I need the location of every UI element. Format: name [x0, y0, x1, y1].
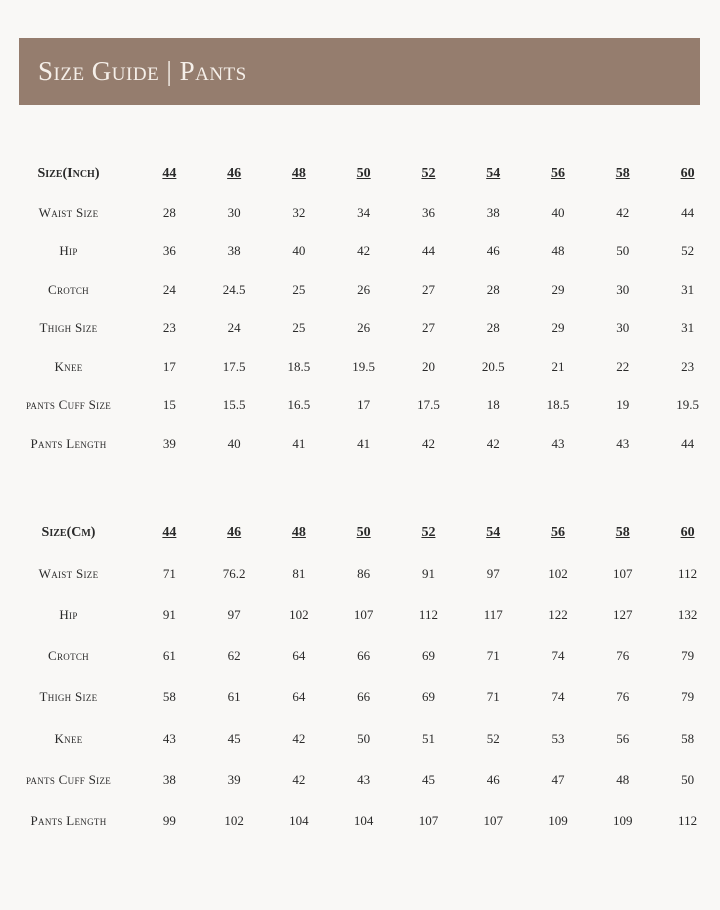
measurement-value: 17.5	[417, 397, 440, 413]
measurement-value: 23	[681, 358, 695, 374]
measurement-value: 102	[289, 606, 309, 622]
measurement-value: 27	[421, 281, 435, 297]
measurement-value: 25	[292, 320, 306, 336]
size-column-header: 48	[291, 166, 306, 182]
table-header-row	[0, 512, 720, 553]
measurement-value: 28	[486, 320, 500, 336]
measurement-value: 53	[551, 730, 565, 746]
measurement-value: 34	[357, 204, 371, 220]
size-column-header: 52	[421, 524, 436, 540]
measurement-value: 48	[616, 771, 630, 787]
measurement-value: 64	[292, 648, 306, 664]
measurement-value: 40	[227, 435, 241, 451]
measurement-value: 58	[162, 689, 176, 705]
measurement-value: 36	[162, 243, 176, 259]
measurement-label: pants Cuff Size	[25, 397, 112, 413]
measurement-value: 42	[616, 204, 630, 220]
measurement-value: 18.5	[546, 397, 570, 413]
size-column-header: 56	[550, 166, 565, 182]
measurement-value: 117	[483, 606, 503, 622]
table-row	[0, 348, 720, 387]
measurement-label: Crotch	[48, 281, 89, 297]
measurement-value: 76.2	[222, 565, 246, 581]
measurement-label: Waist Size	[38, 565, 99, 581]
measurement-value: 132	[677, 606, 698, 622]
measurement-value: 58	[681, 730, 695, 746]
size-column-header: 58	[615, 524, 630, 540]
measurement-value: 112	[418, 606, 438, 622]
measurement-value: 42	[292, 730, 306, 746]
measurement-value: 24.5	[222, 281, 246, 297]
measurement-value: 71	[162, 565, 176, 581]
measurement-value: 62	[227, 648, 241, 664]
measurement-value: 32	[292, 204, 306, 220]
measurement-value: 39	[227, 771, 241, 787]
measurement-value: 76	[616, 689, 630, 705]
table-row	[0, 636, 720, 677]
measurement-value: 43	[162, 730, 176, 746]
size-column-header: 46	[227, 166, 242, 182]
size-column-header: 50	[356, 524, 371, 540]
measurement-value: 102	[224, 812, 244, 828]
measurement-value: 40	[551, 204, 565, 220]
measurement-value: 18.5	[287, 358, 311, 374]
size-column-header: 60	[680, 166, 695, 182]
measurement-value: 28	[486, 281, 500, 297]
measurement-label: pants Cuff Size	[25, 771, 112, 787]
measurement-value: 31	[681, 281, 695, 297]
measurement-value: 81	[292, 565, 306, 581]
measurement-value: 38	[162, 771, 176, 787]
size-column-header: 58	[615, 166, 630, 182]
size-table-inch	[0, 155, 720, 463]
measurement-value: 51	[421, 730, 435, 746]
measurement-value: 45	[421, 771, 435, 787]
size-column-header: 44	[162, 166, 177, 182]
table-row	[0, 677, 720, 718]
measurement-value: 41	[292, 435, 306, 451]
measurement-label: Waist Size	[38, 204, 99, 220]
measurement-value: 15.5	[222, 397, 246, 413]
measurement-value: 18	[486, 397, 500, 413]
size-column-header: 60	[680, 524, 695, 540]
page-title: Size Guide | Pants	[38, 56, 247, 86]
measurement-value: 28	[162, 204, 176, 220]
measurement-value: 104	[353, 812, 374, 828]
size-column-header: 56	[550, 524, 565, 540]
table-row	[0, 232, 720, 271]
measurement-value: 112	[678, 565, 698, 581]
measurement-value: 38	[486, 204, 500, 220]
measurement-label: Knee	[54, 358, 83, 374]
measurement-value: 39	[162, 435, 176, 451]
measurement-value: 66	[357, 648, 371, 664]
measurement-label: Thigh Size	[39, 320, 98, 336]
measurement-value: 21	[551, 358, 565, 374]
size-column-header: 54	[486, 524, 501, 540]
size-column-header: 50	[356, 166, 371, 182]
measurement-value: 20.5	[481, 358, 505, 374]
measurement-value: 38	[227, 243, 241, 259]
measurement-value: 23	[162, 320, 176, 336]
measurement-value: 127	[612, 606, 633, 622]
measurement-value: 16.5	[287, 397, 311, 413]
measurement-label: Thigh Size	[39, 689, 98, 705]
measurement-label: Pants Length	[30, 812, 107, 828]
measurement-value: 61	[162, 648, 176, 664]
size-column-header: 52	[421, 166, 436, 182]
measurement-value: 79	[681, 689, 695, 705]
measurement-label: Hip	[59, 606, 78, 622]
measurement-value: 19.5	[352, 358, 376, 374]
measurement-value: 19	[616, 397, 630, 413]
measurement-value: 25	[292, 281, 306, 297]
measurement-value: 71	[486, 648, 500, 664]
measurement-value: 42	[421, 435, 435, 451]
table-row	[0, 194, 720, 233]
measurement-value: 107	[483, 812, 503, 828]
measurement-value: 107	[353, 606, 374, 622]
measurement-value: 30	[616, 320, 630, 336]
measurement-value: 17	[162, 358, 176, 374]
measurement-value: 69	[421, 648, 435, 664]
measurement-value: 102	[548, 565, 568, 581]
measurement-value: 104	[289, 812, 309, 828]
measurement-value: 112	[678, 812, 698, 828]
measurement-value: 109	[548, 812, 568, 828]
measurement-value: 50	[357, 730, 371, 746]
size-column-header: 48	[291, 524, 306, 540]
table-row	[0, 759, 720, 800]
measurement-value: 45	[227, 730, 241, 746]
measurement-value: 52	[681, 243, 695, 259]
measurement-value: 42	[486, 435, 500, 451]
measurement-value: 17	[357, 397, 371, 413]
measurement-value: 122	[548, 606, 568, 622]
table-row	[0, 800, 720, 841]
table-row	[0, 425, 720, 464]
measurement-value: 42	[357, 243, 371, 259]
measurement-value: 50	[681, 771, 695, 787]
measurement-value: 43	[551, 435, 565, 451]
measurement-value: 22	[616, 358, 630, 374]
table-row	[0, 271, 720, 310]
measurement-value: 97	[227, 606, 241, 622]
measurement-value: 46	[486, 243, 500, 259]
measurement-value: 107	[612, 565, 633, 581]
measurement-value: 42	[292, 771, 306, 787]
measurement-label: Hip	[59, 243, 78, 259]
size-table-cm	[0, 512, 720, 842]
title-banner	[19, 38, 700, 105]
measurement-value: 26	[357, 320, 371, 336]
measurement-value: 27	[421, 320, 435, 336]
measurement-value: 29	[551, 281, 565, 297]
measurement-label: Crotch	[48, 648, 89, 664]
measurement-value: 74	[551, 689, 565, 705]
measurement-value: 91	[162, 606, 176, 622]
measurement-value: 17.5	[222, 358, 246, 374]
measurement-value: 79	[681, 648, 695, 664]
measurement-value: 30	[616, 281, 630, 297]
measurement-value: 44	[681, 435, 695, 451]
measurement-value: 44	[421, 243, 435, 259]
measurement-value: 86	[357, 565, 371, 581]
measurement-value: 64	[292, 689, 306, 705]
measurement-value: 20	[421, 358, 435, 374]
measurement-value: 71	[486, 689, 500, 705]
measurement-value: 99	[162, 812, 176, 828]
measurement-value: 61	[227, 689, 241, 705]
table-row	[0, 718, 720, 759]
size-header-label: Size(Inch)	[37, 166, 100, 182]
measurement-value: 91	[421, 565, 435, 581]
measurement-value: 36	[421, 204, 435, 220]
measurement-value: 48	[551, 243, 565, 259]
measurement-value: 26	[357, 281, 371, 297]
measurement-value: 76	[616, 648, 630, 664]
measurement-value: 31	[681, 320, 695, 336]
measurement-label: Pants Length	[30, 435, 107, 451]
measurement-value: 46	[486, 771, 500, 787]
table-row	[0, 553, 720, 594]
measurement-value: 29	[551, 320, 565, 336]
measurement-value: 97	[486, 565, 500, 581]
measurement-value: 52	[486, 730, 500, 746]
measurement-value: 30	[227, 204, 241, 220]
measurement-value: 56	[616, 730, 630, 746]
measurement-value: 24	[227, 320, 241, 336]
measurement-value: 24	[162, 281, 176, 297]
measurement-value: 40	[292, 243, 306, 259]
table-row	[0, 309, 720, 348]
measurement-value: 69	[421, 689, 435, 705]
size-column-header: 54	[486, 166, 501, 182]
measurement-value: 41	[357, 435, 371, 451]
measurement-value: 19.5	[676, 397, 699, 413]
measurement-value: 109	[612, 812, 633, 828]
measurement-value: 47	[551, 771, 565, 787]
size-column-header: 44	[162, 524, 177, 540]
size-column-header: 46	[227, 524, 242, 540]
measurement-value: 15	[162, 397, 176, 413]
measurement-value: 43	[357, 771, 371, 787]
measurement-value: 43	[616, 435, 630, 451]
measurement-value: 50	[616, 243, 630, 259]
table-row	[0, 386, 720, 425]
size-header-label: Size(Cm)	[41, 524, 96, 540]
measurement-value: 74	[551, 648, 565, 664]
table-header-row	[0, 155, 720, 194]
measurement-value: 44	[681, 204, 695, 220]
measurement-label: Knee	[54, 730, 83, 746]
measurement-value: 107	[418, 812, 439, 828]
table-row	[0, 594, 720, 635]
measurement-value: 66	[357, 689, 371, 705]
